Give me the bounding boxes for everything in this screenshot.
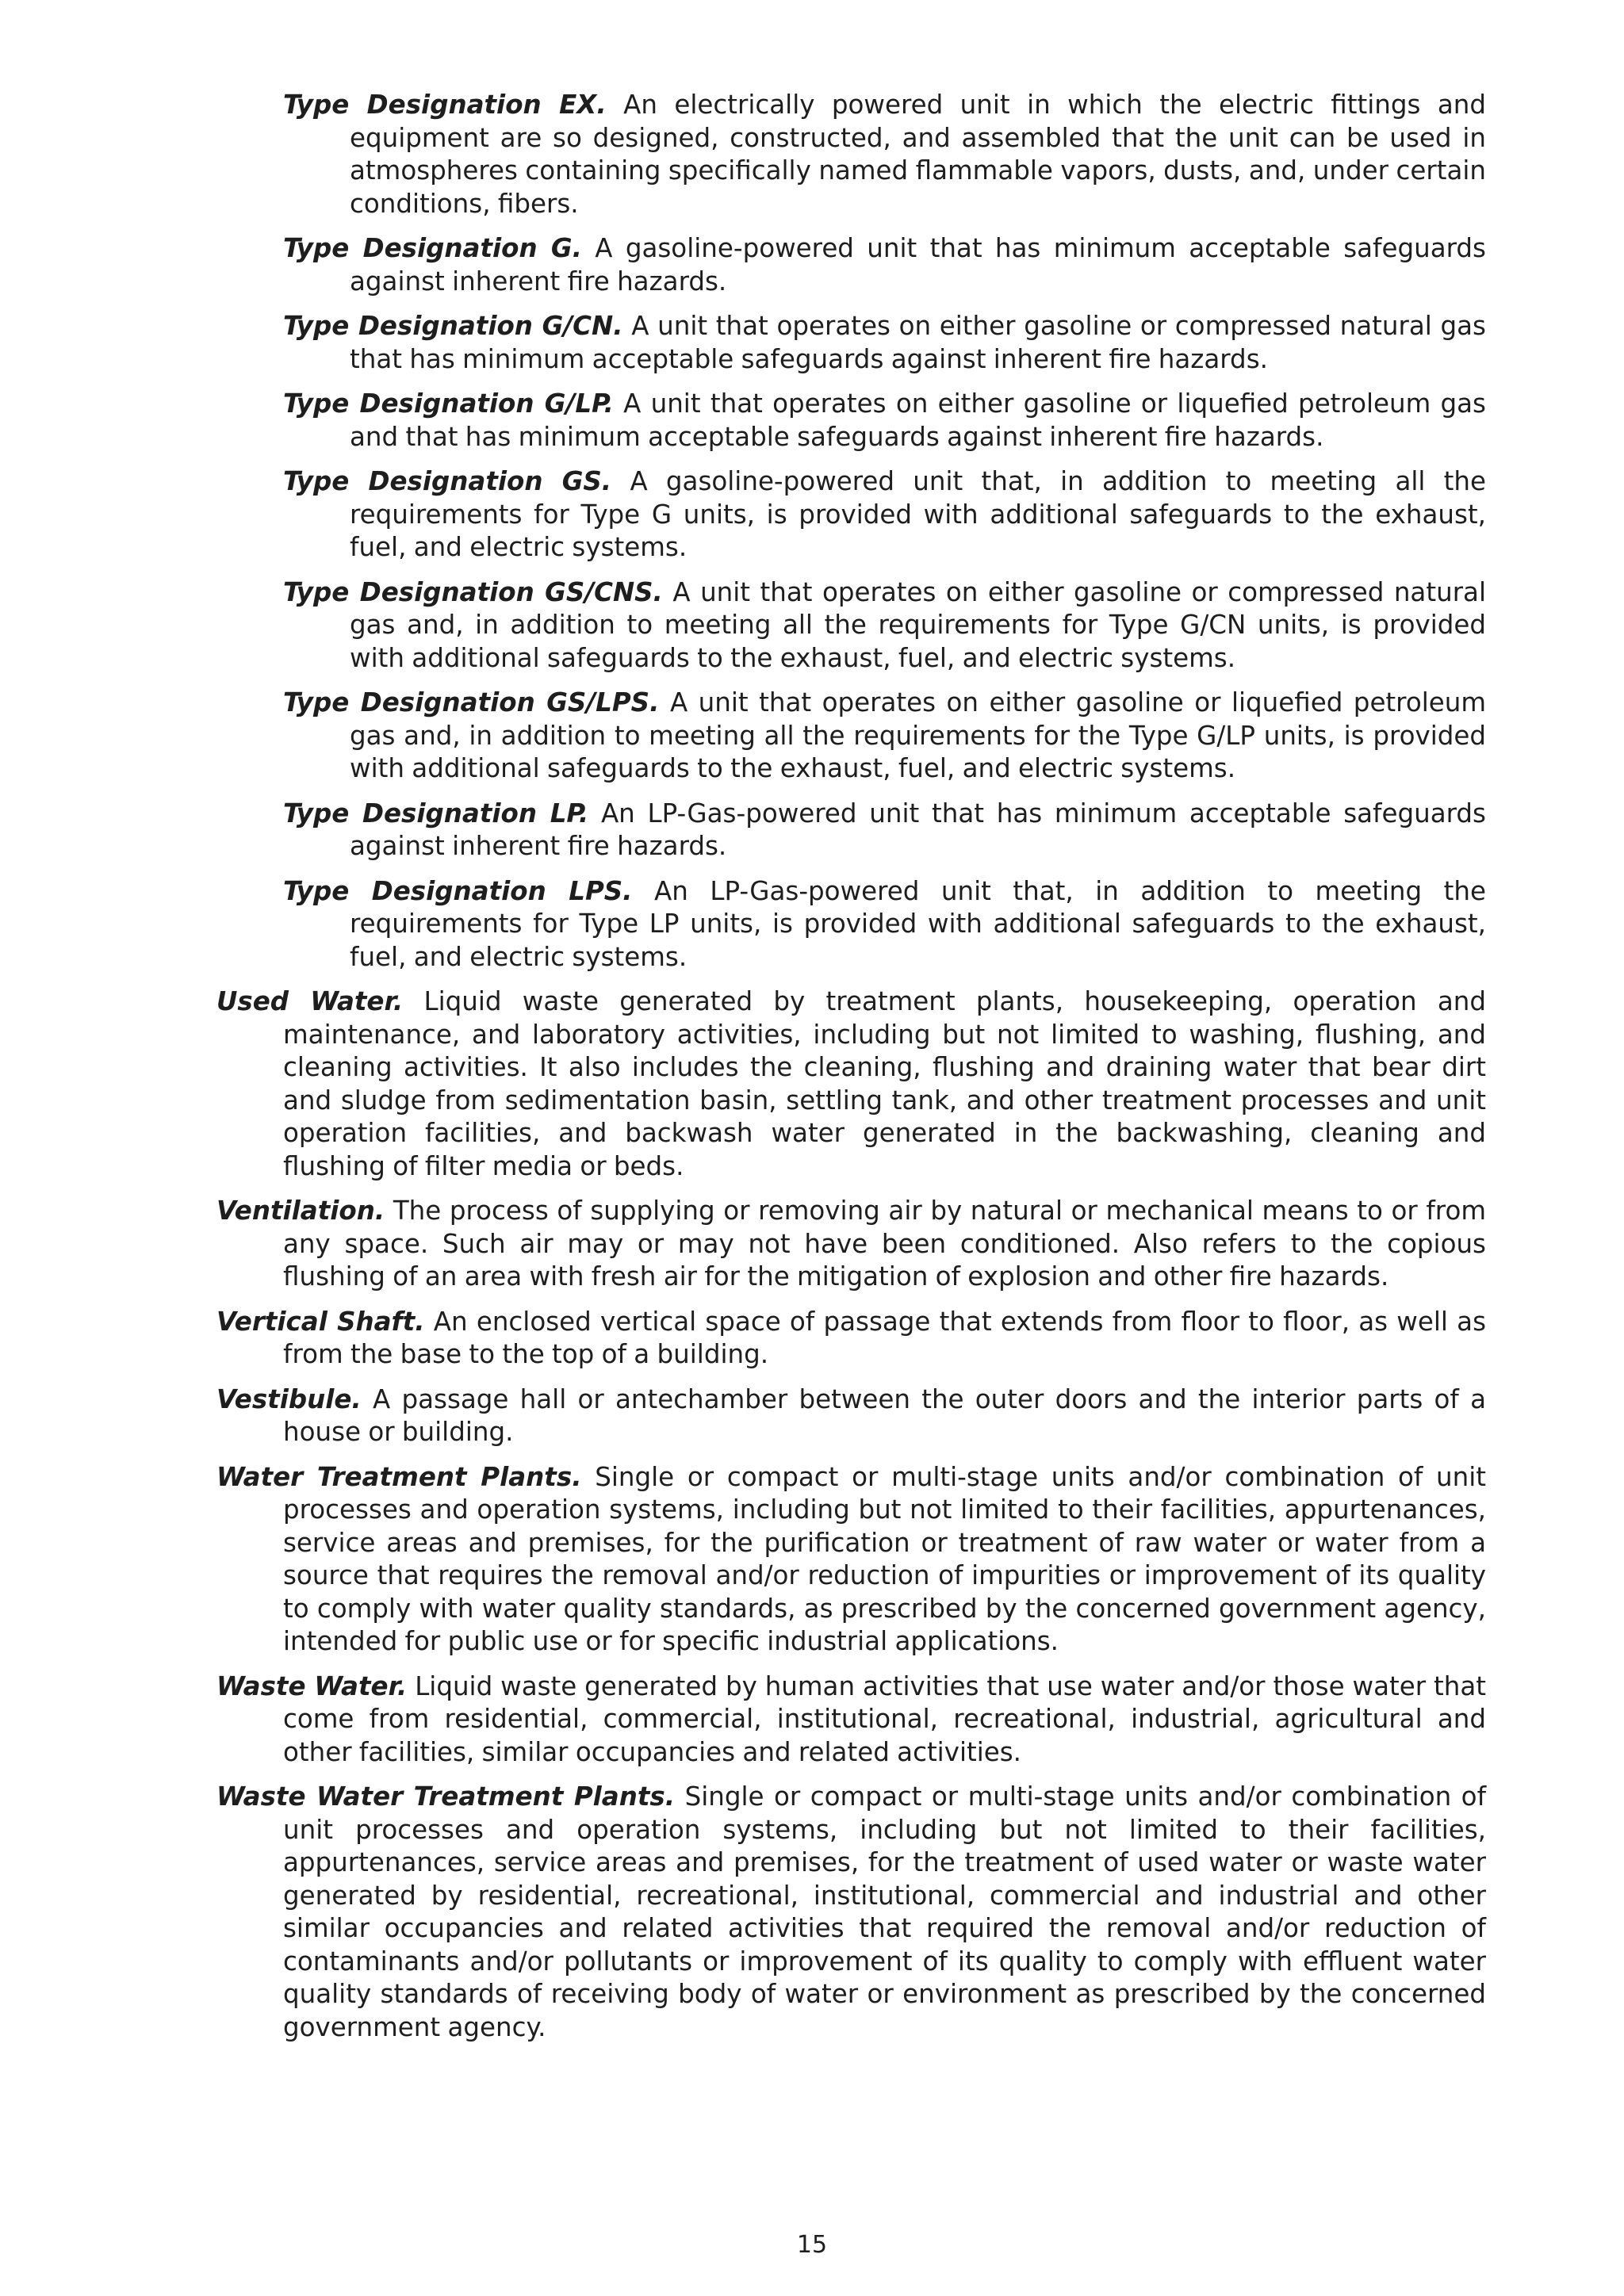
definition-term: Vertical Shaft.: [216, 1306, 425, 1337]
definition-term: Water Treatment Plants.: [216, 1461, 582, 1492]
definition-text: Single or compact or multi-stage units and/or combination of unit processes and operation systems, including but not limited to their facilities, appurtenances, service areas and premises, for the purification or treatment of raw water or water from a source that requires the removal and/or reduction of impurities or improvement of its quality to comply with water quality standards, as prescribed by the concerned government agency, intended for public use or for specific industrial applications.: [283, 1461, 1487, 1656]
definition-text: A gasoline-powered unit that, in addition to meeting all the requirements for Type G units, is provided with additional safeguards to the exhaust, fuel, and electric systems.: [350, 466, 1486, 562]
definition-text: An enclosed vertical space of passage that extends from floor to floor, as well as from the base to the top of a building.: [283, 1306, 1486, 1369]
definition-vestibule: [216, 1383, 1486, 1449]
definition-term: Waste Water Treatment Plants.: [216, 1781, 676, 1812]
definition-type-designation-g: [283, 232, 1486, 298]
definition-text: An LP-Gas-powered unit that has minimum acceptable safeguards against inherent fire hazards.: [350, 798, 1486, 861]
definition-term: Type Designation G/CN.: [283, 311, 623, 341]
definition-term: Waste Water.: [216, 1670, 408, 1701]
definition-waste-water-treatment-plants: [216, 1781, 1487, 2044]
definition-used-water: [216, 985, 1486, 1183]
definition-type-designation-gs-lps: [283, 687, 1486, 786]
definition-term: Type Designation EX.: [283, 90, 607, 120]
definition-term: Type Designation GS.: [283, 466, 612, 496]
definition-text: Liquid waste generated by human activities that use water and/or those water that come from residential, commercial, institutional, recreational, industrial, agricultural and other facilities, similar occupancies and related activities.: [283, 1670, 1486, 1767]
definition-text: A gasoline-powered unit that has minimum acceptable safeguards against inherent fire hazards.: [350, 233, 1486, 297]
definition-water-treatment-plants: [216, 1461, 1487, 1659]
definition-term: Type Designation G.: [283, 233, 582, 263]
definition-term: Ventilation.: [216, 1196, 385, 1226]
page-number: 15: [796, 2231, 828, 2259]
definition-text: An electrically powered unit in which the electric fittings and equipment are so designed, constructed, and assembled that the unit can be used in atmospheres containing specifically named flammable vapors, dusts, and, under certain conditions, fibers.: [350, 90, 1487, 219]
definition-text: A unit that operates on either gasoline or compressed natural gas that has minimum acceptable safeguards against inherent fire hazards.: [350, 311, 1486, 374]
definition-text: Liquid waste generated by treatment plants, housekeeping, operation and maintenance, and laboratory activities, including but not limited to washing, flushing, and cleaning activities. It also includes the cleaning, flushing and draining water that bear dirt and sludge from sedimentation basin, settling tank, and other treatment processes and unit operation facilities, and backwash water generated in the backwashing, cleaning and flushing of filter media or beds.: [283, 986, 1486, 1181]
definition-term: Type Designation LPS.: [283, 875, 633, 906]
definition-term: Type Designation GS/LPS.: [283, 687, 660, 718]
definition-type-designation-g-cn: [283, 310, 1486, 376]
definition-term: Vestibule.: [216, 1383, 362, 1414]
definition-type-designation-g-lp: [283, 388, 1486, 453]
definition-ventilation: [216, 1195, 1486, 1294]
definition-term: Used Water.: [216, 986, 404, 1016]
definition-term: Type Designation G/LP.: [283, 388, 614, 419]
definition-type-designation-lp: [283, 798, 1486, 863]
definition-type-designation-gs-cns: [283, 576, 1486, 675]
definition-type-designation-gs: [283, 465, 1486, 564]
definitions-list: [0, 89, 1624, 2056]
definition-type-designation-ex: [283, 89, 1487, 220]
definition-vertical-shaft: [216, 1306, 1486, 1372]
definition-term: Type Designation GS/CNS.: [283, 576, 663, 607]
definition-term: Type Designation LP.: [283, 798, 589, 828]
definition-text: A unit that operates on either gasoline or compressed natural gas and, in addition to meeting all the requirements for Type G/CN units, is provided with additional safeguards to the exhaust, fuel, and electric systems.: [350, 576, 1486, 673]
definition-text: A unit that operates on either gasoline or liquefied petroleum gas and that has minimum acceptable safeguards against inherent fire hazards.: [350, 388, 1486, 452]
definition-waste-water: [216, 1670, 1486, 1770]
definition-text: A unit that operates on either gasoline or liquefied petroleum gas and, in addition to meeting all the requirements for the Type G/LP units, is provided with additional safeguards to the exhaust, fuel, and electric systems.: [350, 687, 1486, 783]
definition-text: A passage hall or antechamber between the outer doors and the interior parts of a house or building.: [283, 1383, 1486, 1447]
definition-text: Single or compact or multi-stage units and/or combination of unit processes and operation systems, including but not limited to their facilities, appurtenances, service areas and premises, for the treatment of used water or waste water generated by residential, recreational, institutional, commercial and industrial and other similar occupancies and related activities that required the removal and/or reduction of contaminants and/or pollutants or improvement of its quality to comply with effluent water quality standards of receiving body of water or environment as prescribed by the concerned government agency.: [283, 1781, 1487, 2042]
definition-text: An LP-Gas-powered unit that, in addition to meeting the requirements for Type LP units, is provided with additional safeguards to the exhaust, fuel, and electric systems.: [350, 875, 1486, 972]
definition-type-designation-lps: [283, 875, 1486, 974]
definition-text: The process of supplying or removing air by natural or mechanical means to or from any space. Such air may or may not have been conditioned. Also refers to the copious flushing of an area with fresh air for the mitigation of explosion and other fire hazards.: [283, 1196, 1486, 1292]
